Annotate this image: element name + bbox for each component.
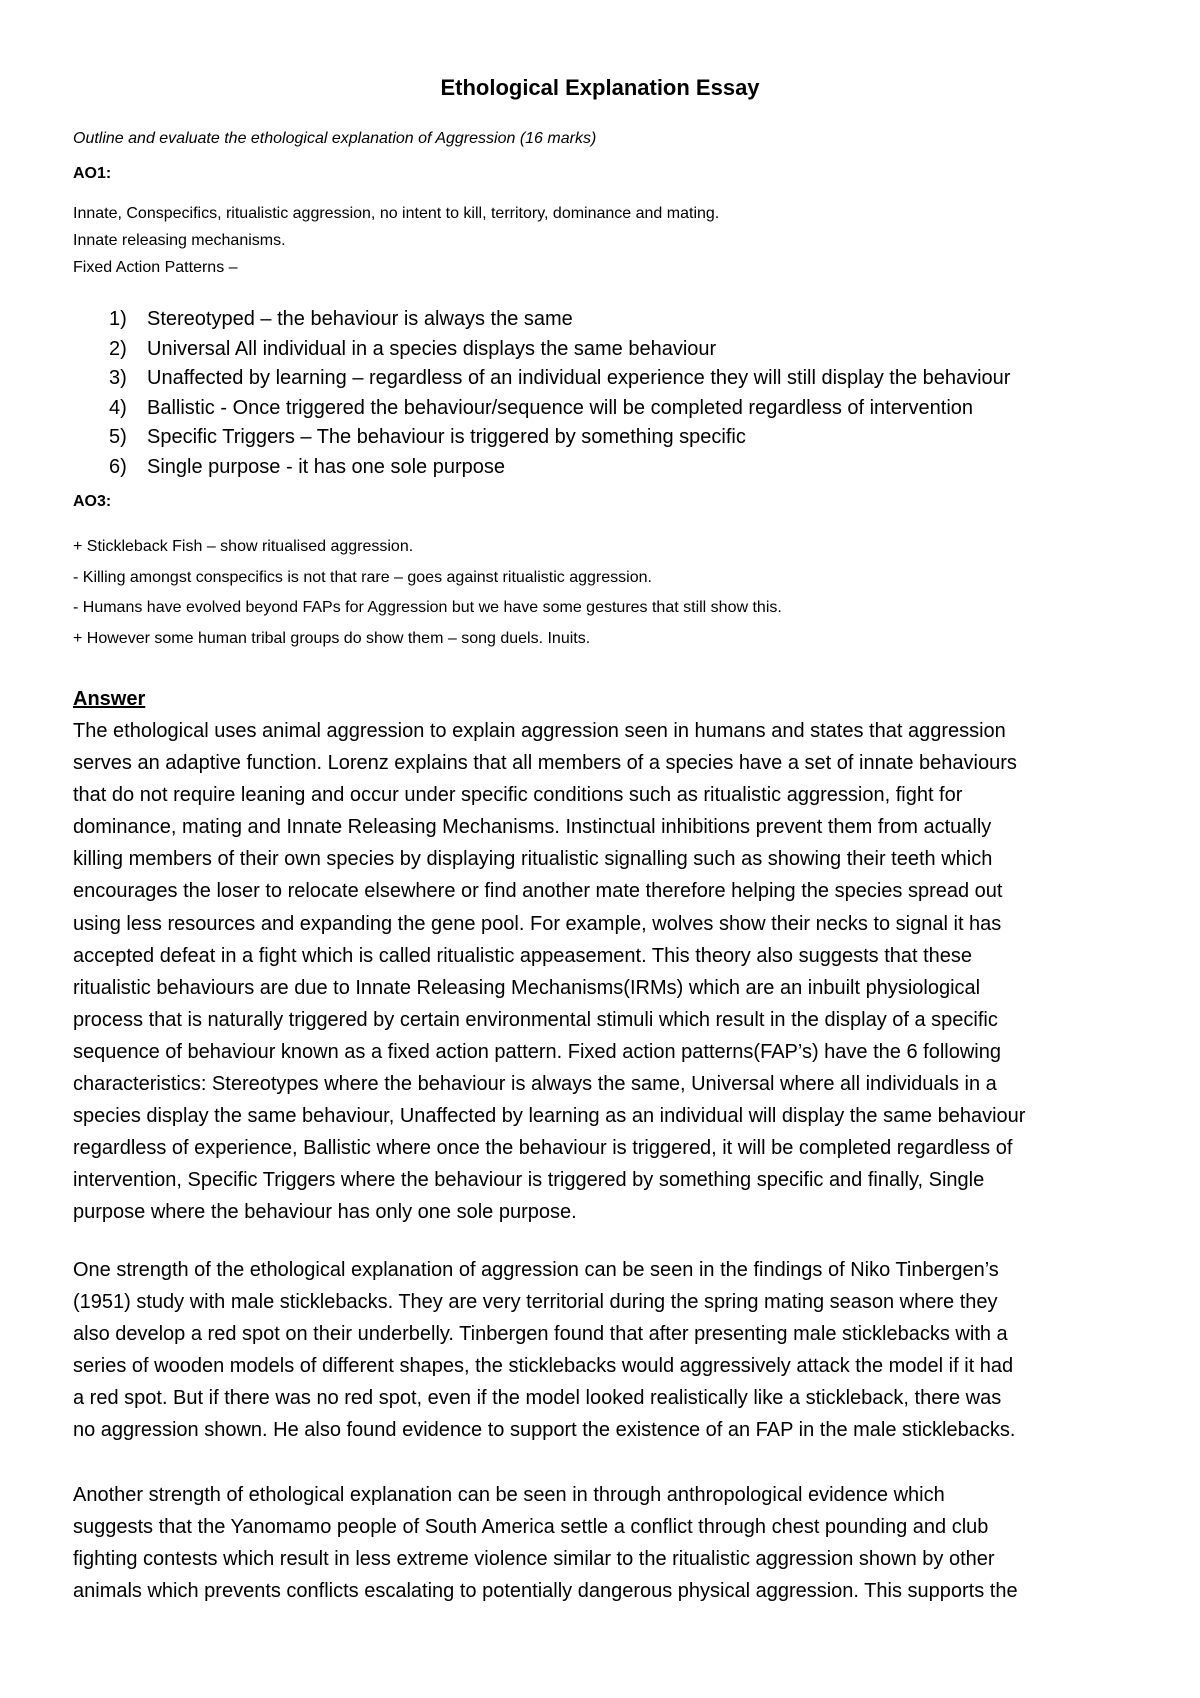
list-item-text: Specific Triggers – The behaviour is triggered by something specific xyxy=(147,426,746,449)
list-item-text: Ballistic - Once triggered the behaviour/sequence will be completed regardless of intervention xyxy=(147,396,974,419)
paragraph-line: purpose where the behaviour has only one sole purpose. xyxy=(73,1201,577,1224)
ao1-heading: AO1: xyxy=(73,165,112,182)
paragraph-line: process that is naturally triggered by certain environmental stimuli which result in the display of a specific xyxy=(73,1008,998,1031)
list-item-text: Unaffected by learning – regardless of an individual experience they will still display the behaviour xyxy=(147,367,1011,390)
answer-heading: Answer xyxy=(73,688,146,710)
ao3-evaluation-list xyxy=(73,532,782,654)
essay-question: Outline and evaluate the ethological explanation of Aggression (16 marks) xyxy=(73,130,597,147)
fixed-action-pattern-list xyxy=(0,305,1200,483)
ao3-heading: AO3: xyxy=(73,493,112,510)
paragraph-line: series of wooden models of different shapes, the sticklebacks would aggressively attack the model if it had xyxy=(73,1355,1014,1378)
paragraph-line: animals which prevents conflicts escalating to potentially dangerous physical aggression. This supports the xyxy=(73,1580,1018,1603)
ao1-line: Innate releasing mechanisms. xyxy=(73,232,286,249)
list-item-number: 1) xyxy=(109,308,127,330)
list-item xyxy=(0,423,1200,453)
paragraph-line: fighting contests which result in less extreme violence similar to the ritualistic aggression shown by other xyxy=(73,1548,995,1571)
evaluation-point: + Stickleback Fish – show ritualised aggression. xyxy=(73,538,414,555)
document-title: Ethological Explanation Essay xyxy=(440,75,760,100)
paragraph-line: ritualistic behaviours are due to Innate Releasing Mechanisms(IRMs) which are an inbuilt physiological xyxy=(73,976,981,999)
paragraph-line: characteristics: Stereotypes where the behaviour is always the same, Universal where all individuals in a xyxy=(73,1073,997,1096)
list-item-text: Universal All individual in a species displays the same behaviour xyxy=(147,337,717,360)
paragraph-line: suggests that the Yanomamo people of South America settle a conflict through chest pounding and club xyxy=(73,1516,989,1539)
paragraph-line: regardless of experience, Ballistic where once the behaviour is triggered, it will be completed regardless of xyxy=(73,1137,1013,1160)
paragraph-line: (1951) study with male sticklebacks. They are very territorial during the spring mating season where they xyxy=(73,1291,998,1314)
list-item xyxy=(0,364,1200,394)
list-item xyxy=(0,335,1200,365)
answer-paragraph xyxy=(73,715,1133,1229)
list-item-number: 6) xyxy=(109,455,127,478)
paragraph-line: sequence of behaviour known as a fixed action pattern. Fixed action patterns(FAP’s) have the 6 following xyxy=(73,1040,1001,1063)
paragraph-line: Another strength of ethological explanation can be seen in through anthropological evidence which xyxy=(73,1484,945,1506)
list-item-number: 5) xyxy=(109,426,127,449)
evaluation-point: + However some human tribal groups do show them – song duels. Inuits. xyxy=(73,629,591,647)
paragraph-line: intervention, Specific Triggers where the behaviour is triggered by something specific and finally, Single xyxy=(73,1169,985,1192)
list-item-number: 2) xyxy=(109,337,127,360)
paragraph-line: The ethological uses animal aggression to explain aggression seen in humans and states that aggression xyxy=(73,720,1006,742)
paragraph-line: a red spot. But if there was no red spot, even if the model looked realistically like a stickleback, there was xyxy=(73,1387,1002,1410)
answer-paragraph xyxy=(73,1479,1133,1607)
answer-paragraph xyxy=(73,1254,1133,1447)
paragraph-line: encourages the loser to relocate elsewhere or find another mate therefore helping the species spread out xyxy=(73,880,1003,903)
list-item-text: Stereotyped – the behaviour is always the same xyxy=(147,308,573,330)
list-item-number: 3) xyxy=(109,367,127,390)
list-item xyxy=(0,305,1200,335)
list-item-text: Single purpose - it has one sole purpose xyxy=(147,455,506,478)
list-item-number: 4) xyxy=(109,396,127,419)
paragraph-line: species display the same behaviour, Unaffected by learning as an individual will display the same behaviour xyxy=(73,1105,1026,1128)
paragraph-line: serves an adaptive function. Lorenz explains that all members of a species have a set of innate behaviours xyxy=(73,752,1017,775)
ao1-line: Innate, Conspecifics, ritualistic aggression, no intent to kill, territory, dominance and mating. xyxy=(73,205,720,222)
paragraph-line: no aggression shown. He also found evidence to support the existence of an FAP in the male sticklebacks. xyxy=(73,1419,1016,1442)
list-item xyxy=(0,394,1200,424)
paragraph-line: also develop a red spot on their underbelly. Tinbergen found that after presenting male sticklebacks with a xyxy=(73,1323,1008,1346)
evaluation-point: - Killing amongst conspecifics is not that rare – goes against ritualistic aggression. xyxy=(73,568,652,586)
paragraph-line: dominance, mating and Innate Releasing Mechanisms. Instinctual inhibitions prevent them from actually xyxy=(73,816,992,839)
paragraph-line: One strength of the ethological explanation of aggression can be seen in the findings of Niko Tinbergen’s xyxy=(73,1259,999,1281)
list-item xyxy=(0,453,1200,483)
paragraph-line: using less resources and expanding the gene pool. For example, wolves show their necks to signal it has xyxy=(73,912,1002,935)
paragraph-line: killing members of their own species by displaying ritualistic signalling such as showing their teeth which xyxy=(73,848,993,871)
ao1-line: Fixed Action Patterns – xyxy=(73,259,238,276)
evaluation-point: - Humans have evolved beyond FAPs for Aggression but we have some gestures that still show this. xyxy=(73,599,782,616)
paragraph-line: that do not require leaning and occur under specific conditions such as ritualistic aggression, fight for xyxy=(73,784,963,807)
paragraph-line: accepted defeat in a fight which is called ritualistic appeasement. This theory also suggests that these xyxy=(73,944,973,967)
